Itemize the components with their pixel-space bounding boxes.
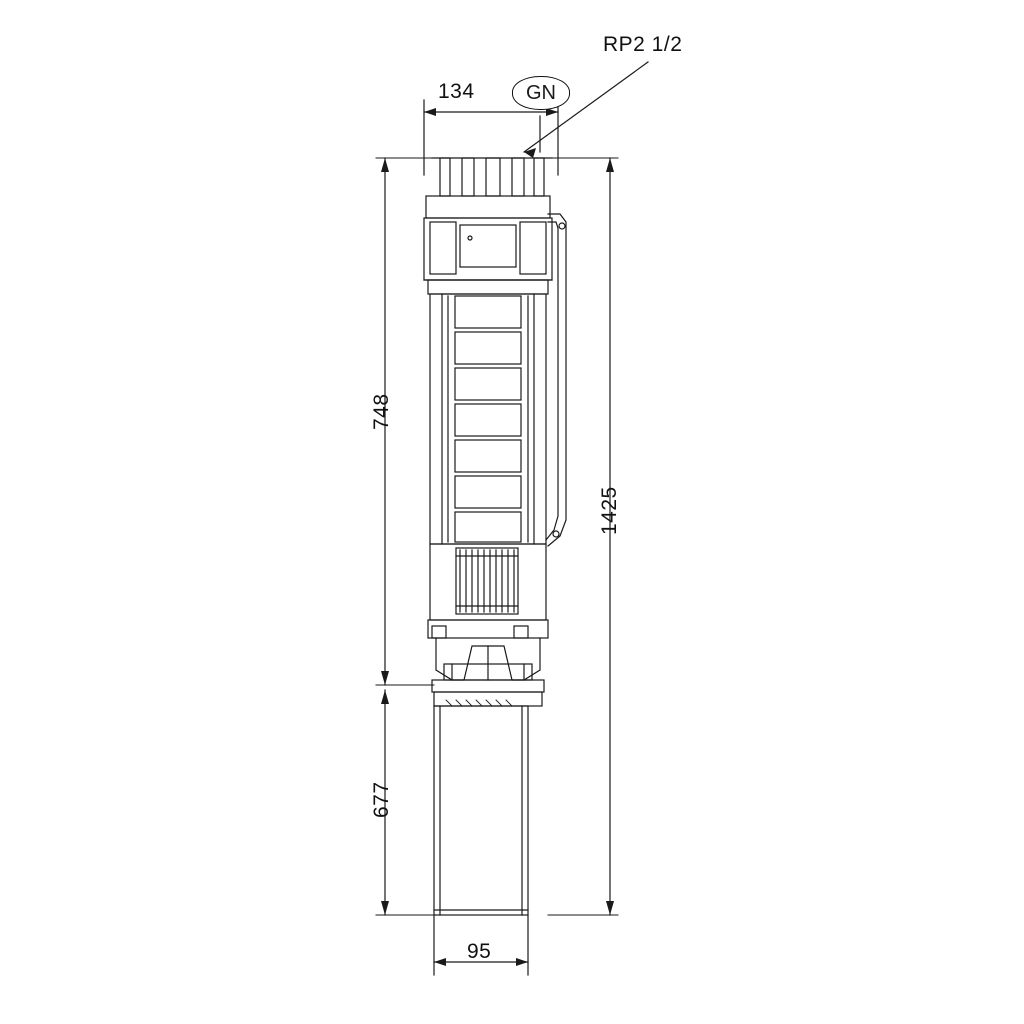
label-rp2-connection: RP2 1/2 — [603, 33, 683, 56]
callout-gn-label: GN — [526, 81, 556, 104]
dimension-width-134 — [424, 100, 558, 175]
label-height-1425: 1425 — [598, 486, 621, 535]
label-diameter-95: 95 — [467, 940, 492, 963]
label-height-677: 677 — [370, 781, 393, 818]
callout-gn-bubble — [512, 76, 570, 110]
label-height-748: 748 — [370, 393, 393, 430]
label-width-134: 134 — [438, 80, 475, 103]
pump-body-geometry — [424, 158, 566, 915]
